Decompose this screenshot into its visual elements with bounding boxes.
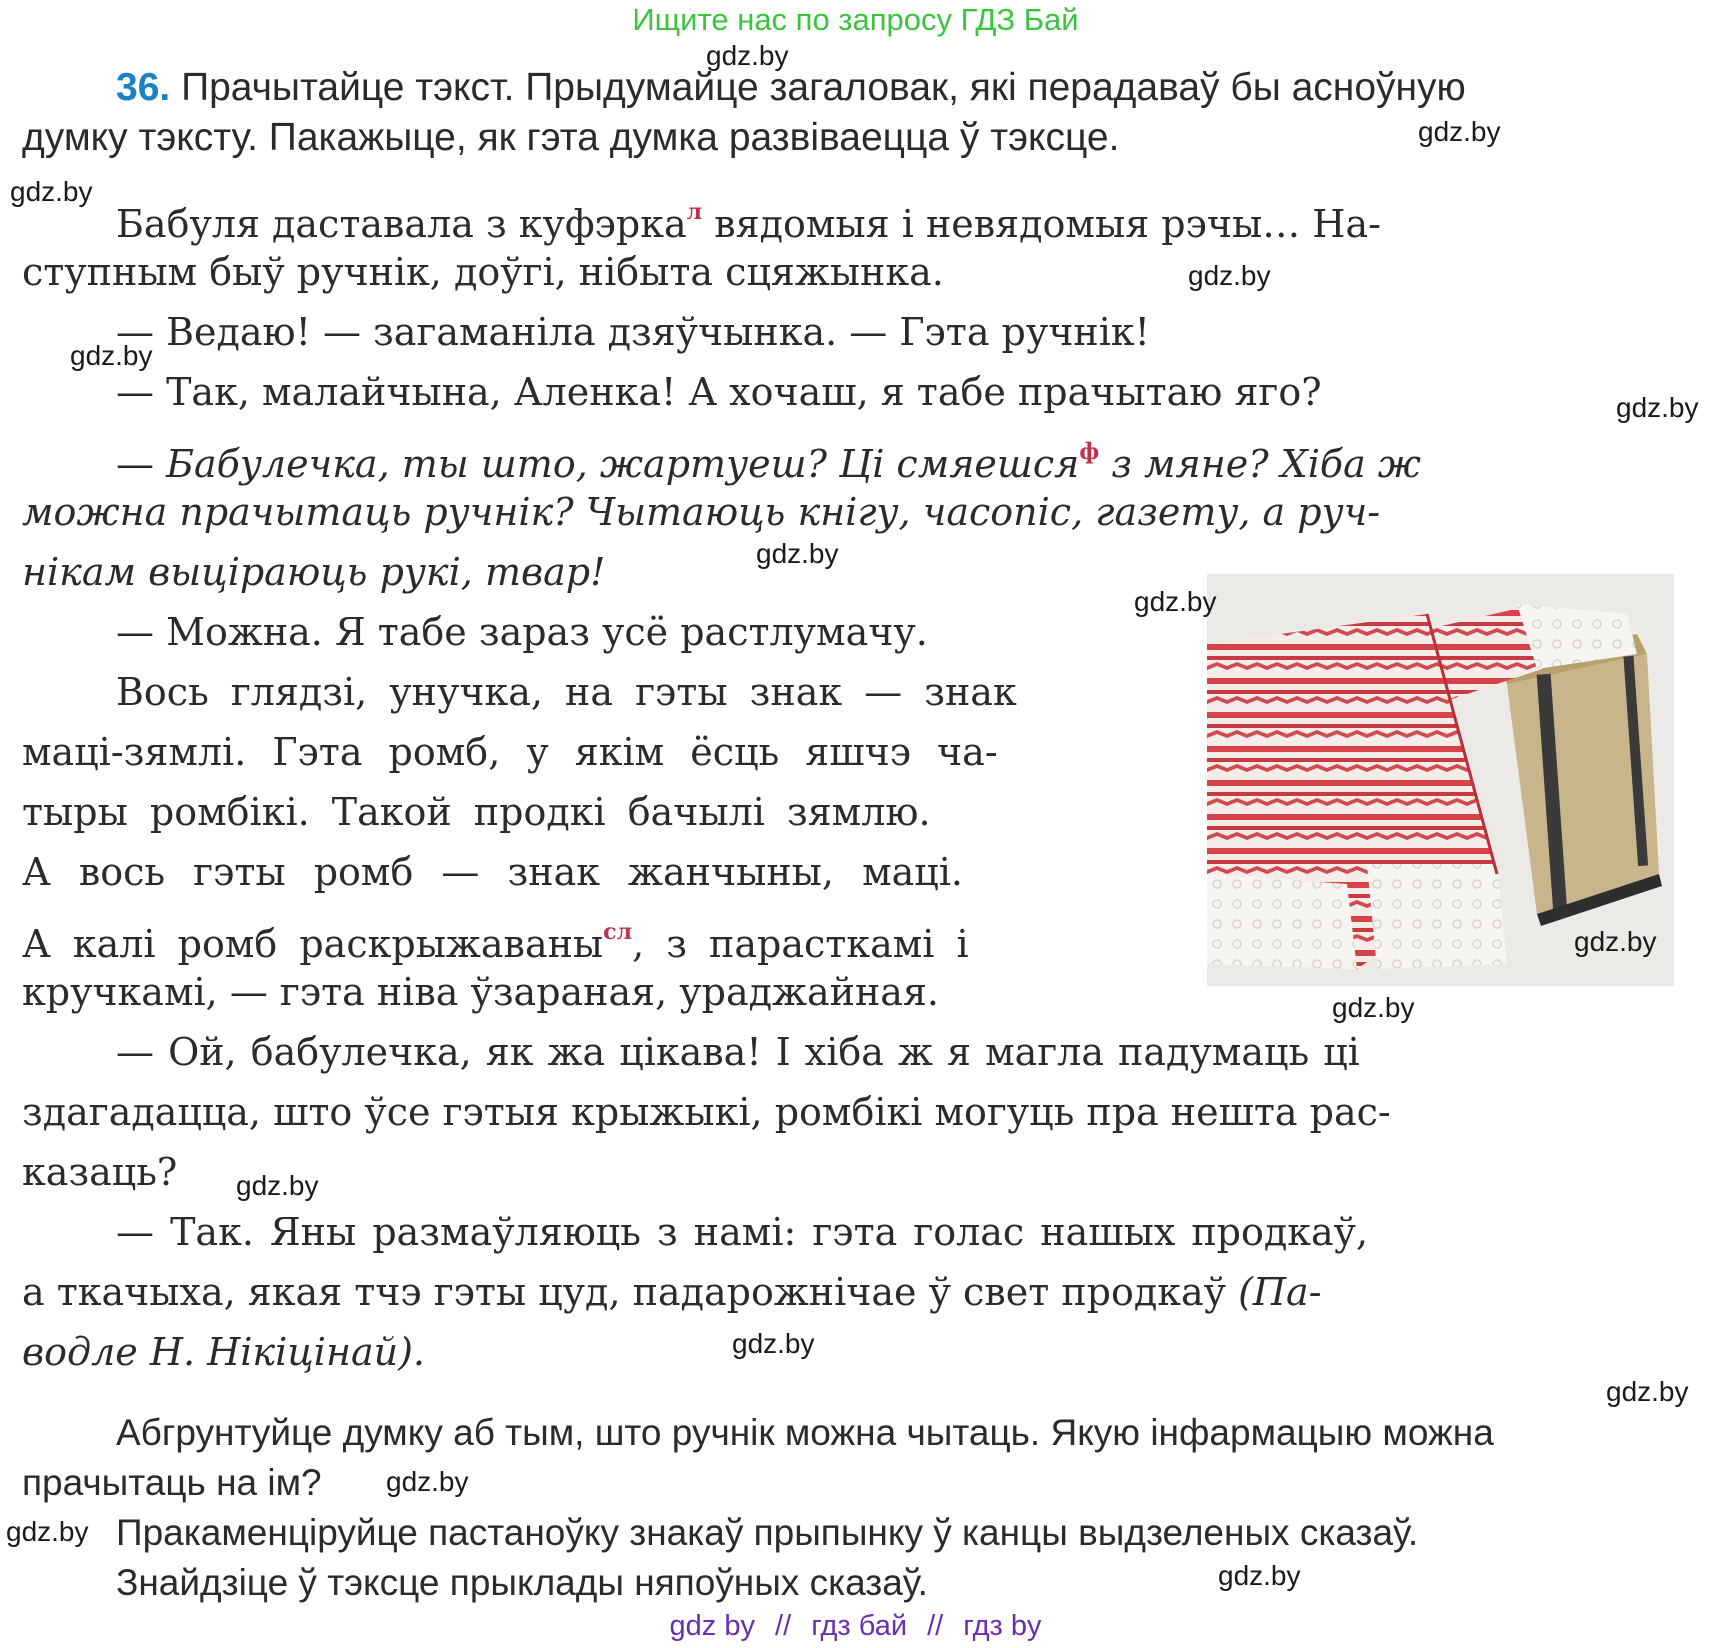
watermark: gdz.by — [706, 40, 789, 71]
watermark: gdz.by — [386, 1466, 469, 1497]
text-line-2: ступным быў ручнік, доўгі, нібыта сцяжынка. — [22, 250, 944, 294]
task-instruction-1: Прачытайце тэкст. Прыдумайце загаловак, які перадаваў бы асноўную — [181, 66, 1466, 109]
search-banner: Ищите нас по запросу ГДЗ Бай — [632, 2, 1079, 37]
text-span: а ткачыха, якая тчэ гэты цуд, падарожнічае ў свет продкаў — [22, 1270, 1227, 1314]
text-span: вядомыя і невядомыя рэчы… На- — [702, 202, 1381, 246]
footer-link-gdz-by[interactable]: gdz by — [669, 1610, 755, 1642]
paragraph-line-4: А вось гэты ромб — знак жанчыны, маці. — [22, 850, 963, 894]
footer-separator: // — [927, 1610, 944, 1642]
footer-separator: // — [775, 1610, 792, 1642]
paragraph-line-1: Вось глядзі, унучка, на гэты знак — знак — [116, 670, 1017, 714]
dialogue-line-11 — [22, 1262, 1322, 1322]
question-2-line-1: Пракаменціруйце пастаноўку знакаў прыпынку ў канцы выдзеленых сказаў. — [116, 1512, 1419, 1553]
watermark: gdz.by — [1418, 116, 1501, 147]
footer-link-gdz-bai[interactable]: гдз бай — [811, 1610, 908, 1642]
dialogue-line-10: — Так. Яны размаўляюць з намі: гэта голас нашых продкаў, — [116, 1210, 1369, 1254]
towel-chest-illustration — [1207, 574, 1674, 986]
watermark: gdz.by — [732, 1328, 815, 1359]
vocab-mark-sl: сл — [603, 919, 633, 945]
text-span: — — [116, 442, 167, 486]
watermark: gdz.by — [1332, 992, 1415, 1023]
watermark: gdz.by — [10, 176, 93, 207]
watermark: gdz.by — [1188, 260, 1271, 291]
question-1-line-2: прачытаць на ім? — [22, 1462, 322, 1503]
paragraph-line-6: кручкамі, — гэта ніва ўзараная, ураджайная. — [22, 970, 940, 1014]
text-span: , з парасткамі і — [632, 922, 969, 966]
dialogue-line-1: — Ведаю! — загаманіла дзяўчынка. — Гэта ручнік! — [116, 310, 1150, 354]
paragraph-line-3: тыры ромбікі. Такой продкі бачылі зямлю. — [22, 790, 931, 834]
watermark: gdz.by — [1574, 926, 1657, 957]
dialogue-line-2: — Так, малайчына, Аленка! А хочаш, я табе прачытаю яго? — [116, 370, 1322, 414]
dialogue-line-5: нікам выціраюць рукі, твар! — [22, 550, 606, 594]
watermark: gdz.by — [6, 1516, 89, 1547]
watermark: gdz.by — [1218, 1560, 1301, 1591]
task-line-1 — [116, 62, 1466, 114]
text-span: (Па- — [1226, 1270, 1322, 1314]
dialogue-line-8: здагадацца, што ўсе гэтыя крыжыкі, ромбікі могуць пра нешта рас- — [22, 1090, 1391, 1134]
footer-link-gdz-by-cyr[interactable]: гдз by — [963, 1610, 1042, 1642]
task-number: 36. — [116, 66, 171, 109]
watermark: gdz.by — [756, 538, 839, 569]
footer-links — [0, 1610, 1711, 1643]
dialogue-line-9: казаць? — [22, 1150, 178, 1194]
question-1-line-1: Абгрунтуйце думку аб тым, што ручнік можна чытаць. Якую інфармацыю можна — [116, 1412, 1494, 1453]
text-span: Бабулечка, ты што, жартуеш? Ці смяешся — [166, 442, 1080, 486]
vocab-mark-l: л — [686, 199, 703, 225]
text-span: з мяне? Хіба ж — [1099, 442, 1422, 486]
dialogue-line-12: водле Н. Нікіцінай). — [22, 1330, 426, 1374]
paragraph-line-2: маці-зямлі. Гэта ромб, у якім ёсць яшчэ ча- — [22, 730, 998, 774]
text-span: Бабуля даставала з куфэрка — [116, 202, 687, 246]
watermark: gdz.by — [70, 340, 153, 371]
dialogue-line-7: — Ой, бабулечка, як жа цікава! І хіба ж я магла падумаць ці — [116, 1030, 1360, 1074]
watermark: gdz.by — [1134, 586, 1217, 617]
watermark: gdz.by — [1606, 1376, 1689, 1407]
text-span: А калі ромб раскрыжаваны — [22, 922, 604, 966]
question-2-line-2: Знайдзіце ў тэксце прыклады няпоўных сказаў. — [116, 1562, 928, 1603]
watermark: gdz.by — [236, 1170, 319, 1201]
vocab-mark-f: ф — [1079, 439, 1100, 465]
task-instruction-2: думку тэксту. Пакажыце, як гэта думка развіваецца ў тэксце. — [22, 116, 1120, 159]
watermark: gdz.by — [1616, 392, 1699, 423]
dialogue-line-6: — Можна. Я табе зараз усё растлумачу. — [116, 610, 928, 654]
dialogue-line-4: можна прачытаць ручнік? Чытаюць кнігу, часопіс, газету, а руч- — [22, 490, 1381, 534]
